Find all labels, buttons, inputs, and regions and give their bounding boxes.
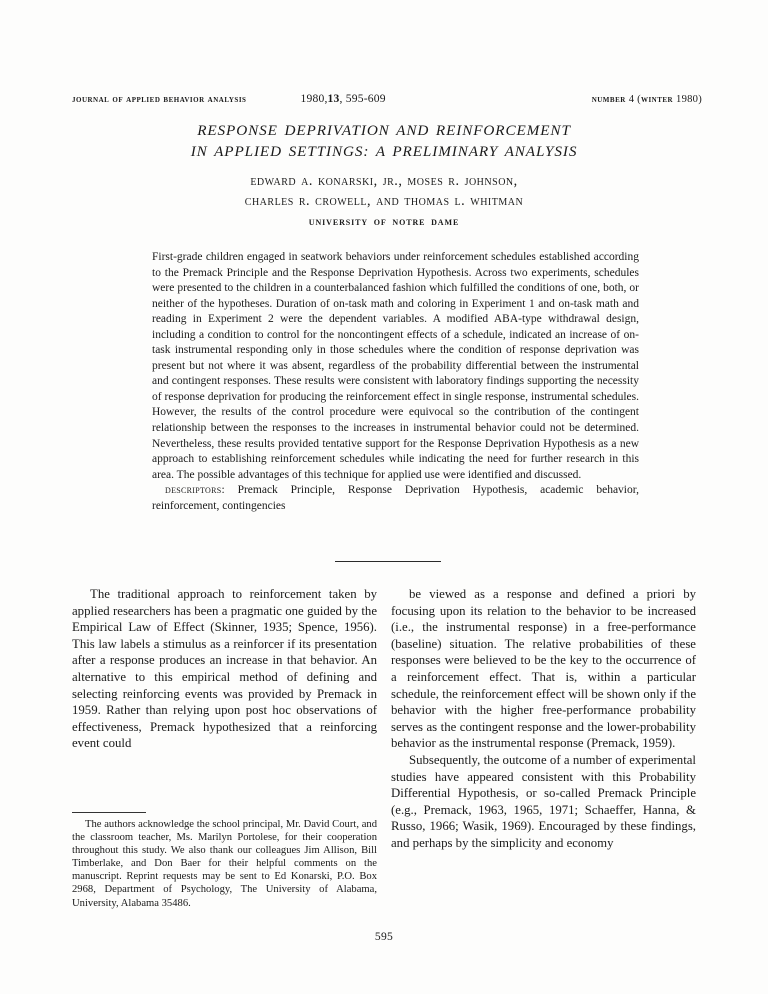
footnote-text: The authors acknowledge the school principal, Mr. David Court, and the classroom teacher, Ms. Marilyn Portolese, for their cooperation throughout this study. We also thank our colleagues Jim Allison, Bill Timberlake, and Don Baer for their helpful comments on the manuscript. Reprint requests may be sent to Ed Konarski, P.O. Box 2968, Department of Psychology, The University of Alabama, University, Alabama 35486. (72, 819, 377, 909)
descriptors-label: descriptors (165, 484, 222, 497)
citation-pages: , 595-609 (339, 92, 386, 105)
citation-year: 1980, (300, 92, 328, 105)
issue-season: winter (640, 94, 674, 105)
abstract-paragraph: First-grade children engaged in seatwork behaviors under reinforcement schedules established according to the Premack Principle and the Response Deprivation Hypothesis. Across two experiments, schedules were presented to the children in a counterbalanced fashion which fulfilled the conditions of one, both, or neither of the hypotheses. Duration of on-task math and coloring in Experiment 1 and on-task math and reading in Experiment 2 were the dependent variables. A modified ABA-type withdrawal design, including a condition to control for the noncontingent effects of a schedule, indicated an increase of on-task instrumental responding only in those schedules where the condition of response deprivation was present but not where it was absent, regardless of the probability differential between the instrumental and contingent responses. These results were consistent with laboratory findings supporting the necessity of response deprivation for producing the reinforcement effect in single response, instrumental schedules. However, the results of the control procedure were equivocal so the contribution of the contingent relationship between the responses to the increases in instrumental behavior could not be determined. Nevertheless, these results provided tentative support for the Response Deprivation Hypothesis as a new approach to establishing reinforcement schedules while indicating the need for further research in this area. The possible advantages of this technique for applied use were identified and discussed. (152, 251, 639, 481)
article-title-line-2: IN APPLIED SETTINGS: A PRELIMINARY ANALYSIS (190, 143, 578, 160)
body-column-right (391, 586, 696, 852)
issue-year: 1980) (673, 94, 702, 105)
running-head (72, 92, 702, 105)
issue-info (592, 94, 702, 105)
descriptors-text: : Premack Principle, Response Deprivation Hypothesis, academic behavior, reinforcement, contingencies (152, 484, 639, 512)
citation-volume: 13 (327, 92, 340, 105)
article-title (72, 120, 696, 162)
body-paragraph-1: The traditional approach to reinforcement taken by applied researchers has been a pragmatic one guided by the Empirical Law of Effect (Skinner, 1935; Spence, 1956). This law labels a stimulus as a reinforcer if its presentation after a response produces an increase in that behavior. An alternative to this empirical method of defining and selecting reinforcing events was provided by Premack in 1959. Rather than relying upon post hoc observations of effectiveness, Premack hypothesized that a reinforcing event could (72, 587, 377, 751)
body-column-left (72, 586, 377, 752)
footnote-block (72, 818, 377, 910)
page-number: 595 (374, 930, 394, 943)
article-title-line-1: RESPONSE DEPRIVATION AND REINFORCEMENT (197, 122, 571, 139)
body-paragraph-2: be viewed as a response and defined a priori by focusing upon its relation to the behavior to be increased (i.e., the instrumental response) in a free-performance (baseline) situation. The relative probabilities of these responses were believed to be the key to the occurrence of a reinforcement effect. That is, within a particular schedule, the reinforcement effect will be shown only if the behavior with the higher free-performance probability serves as the contingent response and the lower-probability behavior as the instrumental response (Premack, 1959). (391, 587, 696, 751)
footnote-divider-rule (72, 812, 146, 813)
author-line-2: charles r. crowell, and thomas l. whitman (244, 192, 524, 209)
journal-title: journal of applied behavior analysis (72, 94, 247, 105)
abstract-descriptors (152, 483, 639, 514)
section-divider-rule (335, 561, 441, 562)
issue-number-label: number (591, 94, 626, 105)
issue-number-value: 4 ( (625, 94, 641, 105)
abstract (152, 250, 639, 514)
author-line-1: edward a. konarski, jr., moses r. johnson, (250, 173, 518, 189)
author-list (72, 172, 696, 211)
author-affiliation: university of notre dame (308, 216, 460, 228)
volume-citation (300, 92, 385, 105)
body-paragraph-3: Subsequently, the outcome of a number of experimental studies have appeared consistent with this Probability Differential Hypothesis, or so-called Premack Principle (e.g., Premack, 1963, 1965, 1971; Schaeffer, Hanna, & Russo, 1966; Wasik, 1969). Encouraged by these findings, and perhaps by the simplicity and economy (391, 752, 696, 850)
